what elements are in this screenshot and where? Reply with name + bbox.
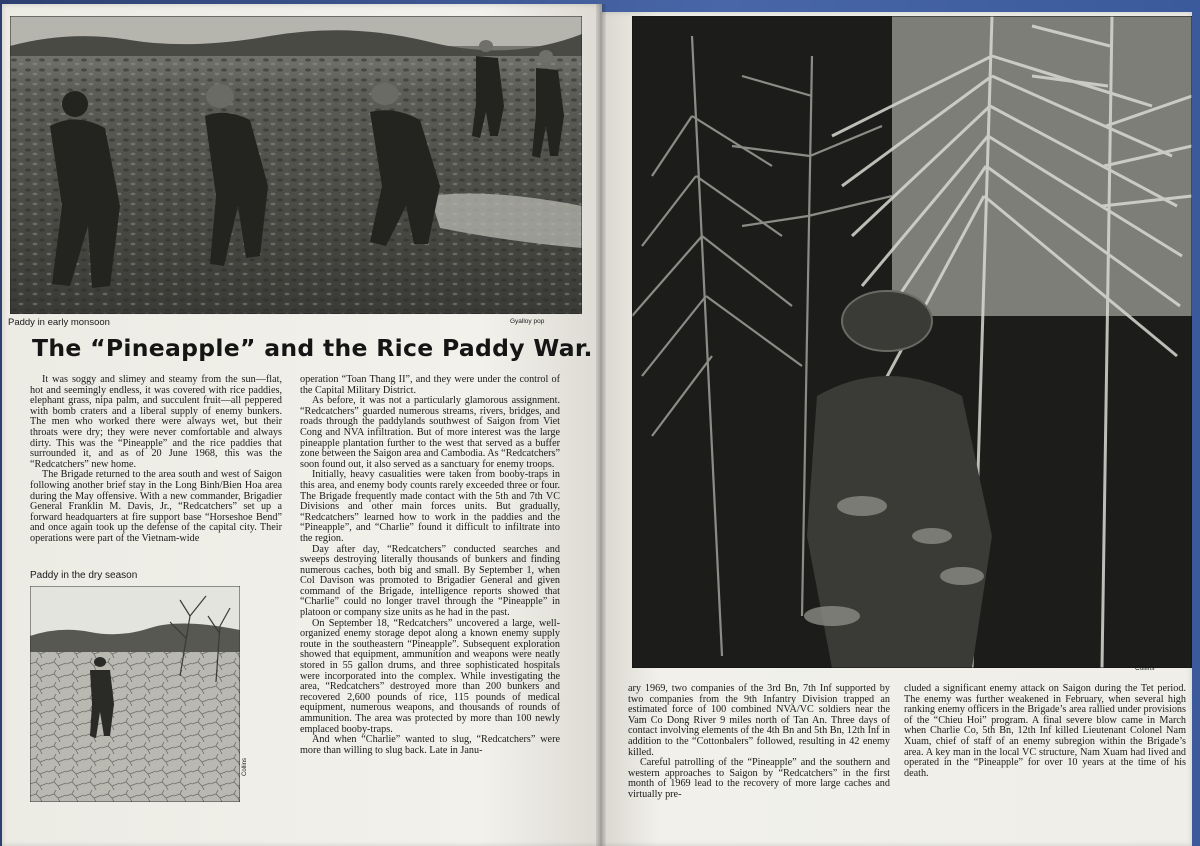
- article-column-4: [904, 684, 1186, 779]
- paragraph: On September 18, “Redcatchers” uncovered a large, well-organized enemy storage depot along a known enemy supply route in the southeastern “Pineapple”. Subsequent exploration showed that equipment, ammunition and weapons were neatly stored in 55 gallon drums, and three sophisticated hospitals were incorporated into the complex. While investigating the area, “Redcatchers” destroyed more than 200 bunkers and recovered 2,600 pounds of rice, 115 pounds of medical equipment, numerous weapons, and thousands of rounds of ammunition. The area was protected by more than 100 newly emplaced booby-traps.: [300, 617, 560, 735]
- paragraph: As before, it was not a particularly glamorous assignment. “Redcatchers” guarded numerous streams, rivers, bridges, and roads through the paddylands southwest of Saigon from Viet Cong and NVA infiltration. But of more interest was the large pineapple plantation further to the west that served as a buffer zone between the Saigon area and Cambodia. As “Redcatchers” soon found out, it also served as a sanctuary for enemy troops.: [300, 395, 560, 470]
- paragraph: operation “Toan Thang II”, and they were under the control of the Capital Military District.: [300, 374, 560, 396]
- paragraph: Day after day, “Redcatchers” conducted searches and sweeps destroying literally thousands of bunkers and finding numerous caches, both big and small. By September 1, when Col Davison was promoted to Brigadier General and given command of the Brigade, intelligence reports showed that “Charlie” could no longer travel through the “Pineapple” in platoon or company size units as he had in the past.: [300, 543, 560, 619]
- caption-paddy-monsoon: Paddy in early monsoon: [8, 317, 110, 328]
- paragraph: And when “Charlie” wanted to slug, “Redcatchers” were more than willing to slug back. Late in Janu-: [300, 734, 560, 756]
- article-headline: The “Pineapple” and the Rice Paddy War.: [32, 334, 593, 362]
- paragraph: Careful patrolling of the “Pineapple” and the southern and western approaches to Saigon by “Redcatchers” in the first month of 1969 lead to the recovery of more large caches and virtually pre-: [628, 757, 890, 800]
- paragraph: Initially, heavy casualities were taken from booby-traps in this area, and enemy body counts rarely exceeded three or four. The Brigade frequently made contact with the 5th and 7th VC Divisions and other main forces units. But gradually, “Redcatchers” learned how to work in the paddies and the “Pineapple”, and “Charlie” found it difficult to infiltrate into the region.: [300, 469, 560, 544]
- article-column-1: [30, 375, 282, 545]
- page-gutter: [596, 4, 606, 846]
- photo-credit-top: Gyalloy pop: [510, 318, 545, 325]
- photo-paddy-monsoon: [10, 16, 582, 314]
- photo-credit-small: Collins: [242, 757, 248, 776]
- photo-paddy-dry: [30, 586, 240, 802]
- paragraph: It was soggy and slimey and steamy from the sun—flat, hot and seemingly endless, it was covered with rice paddies, elephant grass, nipa palm, and succulent fruit—all peppered with bomb craters and a liberal supply of enemy bunkers. The men who worked there were always wet, but their throats were dry; they were never comfortable and always dirty. This was the “Pineapple” and the rice paddies that surrounded it, and as of 20 June 1968, this was the “Redcatchers” new home.: [30, 374, 282, 470]
- caption-paddy-dry: Paddy in the dry season: [30, 570, 138, 581]
- paragraph: cluded a significant enemy attack on Saigon during the Tet period. The enemy was further weakened in February, when several high ranking enemy officers in the Brigade’s area rallied under provisions of the “Chieu Hoi” program. A final severe blow came in March when Charlie Co, 5th Bn, 12th Inf killed Lieutenant Colonel Nam Xuam, chief of staff of an enemy subregion within the Brigade’s area. A key man in the local VC structure, Nam Xuam had lived and operated in the “Pineapple” for over 10 years at the time of his death.: [904, 683, 1186, 779]
- article-column-2: [300, 375, 560, 756]
- photo-jungle-soldier: [632, 16, 1192, 668]
- paragraph: The Brigade returned to the area south and west of Saigon following another brief stay in the Long Binh/Bien Hoa area during the May offensive. With a new commander, Brigadier General Franklin M. Davis, Jr., “Redcatchers” set up a forward headquarters at fire support base “Horseshoe Bend” and once again took up the defense of the capital city. Their operations were part of the Vietnam-wide: [30, 469, 282, 544]
- photo-credit-jungle: Collins: [1135, 665, 1155, 672]
- paragraph: ary 1969, two companies of the 3rd Bn, 7th Inf supported by two companies from the 9th Infantry Division trapped an estimated force of 100 combined NVA/VC soldiers near the Vam Co Dong River 9 miles north of Tan An. Three days of contact involving elements of the 4th Bn and 5th Bn, 12th Inf in addition to the “Cottonbalers” followed, resulting in 42 enemy killed.: [628, 683, 890, 758]
- article-column-3: [628, 684, 890, 801]
